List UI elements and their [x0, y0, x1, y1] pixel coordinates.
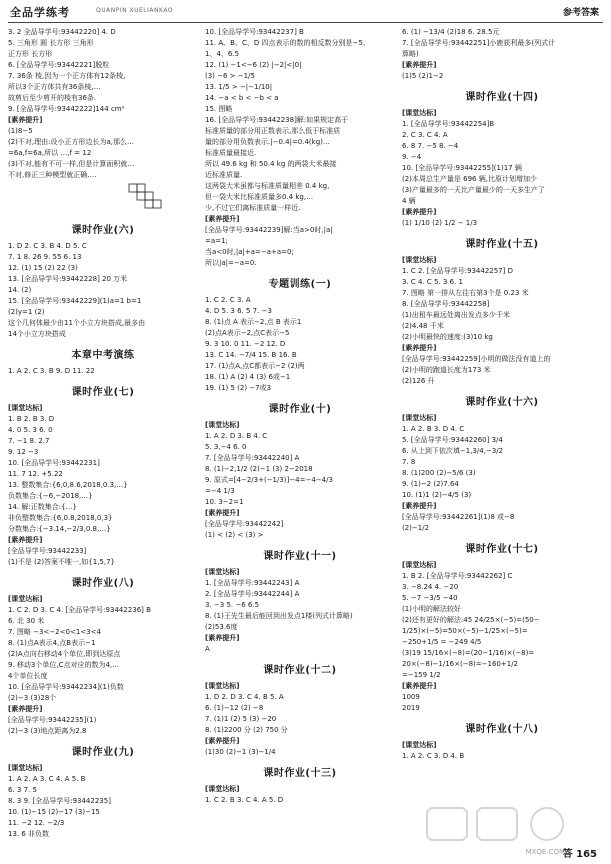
answer-line: [全品导学号:93442233]	[8, 547, 87, 555]
answer-line: 6. 北 30 米	[8, 617, 45, 625]
answer-line: A	[205, 645, 210, 653]
answer-line: 故剪后至少剪开的棱有36条.	[8, 94, 97, 102]
subsection-tag: [课堂达标]	[8, 764, 43, 772]
answer-block	[8, 594, 198, 737]
answer-line: 7. 36条 棱,因为一个正方体有12条棱,	[8, 72, 126, 80]
answer-line: (3)产量最多的一天比产量最少的一天多生产了	[402, 186, 545, 194]
answer-line: 9. [全品导学号:93442222]144 cm²	[8, 105, 125, 113]
answer-line: 1. A 2. D 3. B 4. C	[205, 432, 268, 440]
answer-line: 1. A 2. A 3. C 4. A 5. B	[8, 775, 86, 783]
answer-line: 9. 12 −3	[8, 448, 39, 456]
answer-block	[8, 403, 198, 568]
answer-line: −250+1/5 = −249 4/5	[402, 638, 482, 646]
answer-line: 所以3个正方体共有36条棱,…	[8, 83, 101, 91]
subsection-tag: [素养提升]	[205, 634, 240, 642]
answer-line: (2)−3 (3)地点距离为2.8	[8, 727, 87, 735]
answer-block	[205, 295, 395, 394]
answer-line: 当a<0时,|a|+a=−a+a=0;	[205, 248, 294, 256]
answer-line: 1. A 2. B 3. D 4. C	[402, 425, 465, 433]
answer-line: 14个小立方块搭成	[8, 330, 66, 338]
answer-line: (2)y=1 (2)	[8, 308, 45, 316]
subsection-tag: [素养提升]	[402, 208, 437, 216]
answer-line: 近标准质量.	[205, 171, 243, 179]
answer-block	[8, 366, 198, 377]
answer-line: 不对,修正三种模型就正确.…	[8, 171, 97, 179]
answer-line: [全品导学号:93442239]解:当a>0时,|a|	[205, 226, 333, 234]
answer-line: 6. 从上到下依次填−1,3/4,−3/2	[402, 447, 504, 455]
section-title: 课时作业(八)	[71, 578, 135, 589]
answer-block	[402, 560, 602, 714]
answer-line: 6. [全品导学号:93442221]脱粒	[8, 61, 110, 69]
subsection-tag: [素养提升]	[402, 682, 437, 690]
answer-line: 正方形 长方形	[8, 50, 53, 58]
answer-line: 14. −a < b < −b < a	[205, 94, 279, 102]
answer-line: 9. 原式=[4−2/3+(−1/3)]−4=−4−4/3	[205, 476, 333, 484]
answer-line: 5. [全品导学号:93442260] 3/4	[402, 436, 503, 444]
answer-line: 20×(−8)−1/16×(−8)=−160+1/2	[402, 660, 519, 668]
subsection-tag: [素养提升]	[8, 705, 43, 713]
answer-line: 10. [全品导学号:93442255](1)17 辆	[402, 164, 522, 172]
subsection-tag: [素养提升]	[205, 509, 240, 517]
answer-line: (2)4.48 千米	[402, 322, 444, 330]
section-title: 课时作业(七)	[71, 387, 135, 398]
subsection-tag: [素养提升]	[205, 215, 240, 223]
answer-line: 7. (1)1 (2) 5 (3) −20	[205, 715, 277, 723]
subsection-tag: [课堂达标]	[8, 404, 43, 412]
watermark-logo	[425, 804, 575, 844]
answer-line: (2)−1/2	[402, 524, 430, 532]
answer-line: (2)小明的跑道长度为173 米	[402, 366, 491, 374]
column-left	[8, 27, 198, 840]
answer-line: 8. (1)200 (2)−5/6 (3)	[402, 469, 476, 477]
subsection-tag: [课堂达标]	[8, 595, 43, 603]
answer-line: 13. C 14. −7/4 15. B 16. B	[205, 351, 297, 359]
answer-line: (2)126 升	[402, 377, 435, 385]
answer-line: 13. 整数集合:{6,0,8.6,2018,0.3,…}	[8, 481, 128, 489]
answer-line: 14. (2)	[8, 286, 32, 294]
subsection-tag: [素养提升]	[8, 536, 43, 544]
answer-line: 7. 图略 −3<−2<0<1<3<4	[8, 628, 101, 636]
answer-line: 8. (1)王先生最后能回到出发点1楼(列式计算略)	[205, 612, 353, 620]
answer-block	[402, 108, 602, 229]
answer-line: 1. D 2. C 3. B 4. D 5. C	[8, 242, 87, 250]
answer-line: 负数集合:{−6,−2018,…}	[8, 492, 93, 500]
section-title: 课时作业(十一)	[263, 551, 337, 562]
answer-line: 1. A 2. C 3. B 9. D 11. 22	[8, 367, 95, 375]
answer-block	[402, 27, 602, 82]
subsection-tag: [素养提升]	[205, 737, 240, 745]
answer-line: 2. [全品导学号:93442244] A	[205, 590, 300, 598]
answer-line: 7. 图略 第一排从左往右第3个是 0.23 米	[402, 289, 529, 297]
answer-line: 6. 8 7. −5 8. −4	[402, 142, 459, 150]
answer-line: 7. 1 8. 26 9. 55 6. 13	[8, 253, 82, 261]
answer-line: 7. 8	[402, 458, 416, 466]
answer-line: 12. (1) 15 (2) 22 (3)	[8, 264, 78, 272]
answer-line: 9. −4	[402, 153, 422, 161]
answer-line: 4. 0 5. 3 6. 0	[8, 426, 53, 434]
brand-pinyin: QUANPIN XUELIANKAO	[96, 7, 174, 14]
answer-block	[402, 740, 602, 762]
answer-line: 但一袋大米比标准质量多0.4 kg,…	[205, 193, 314, 201]
subsection-tag: [课堂达标]	[402, 256, 437, 264]
answer-line: 9. 3 10. 0 11. −2 12. D	[205, 340, 286, 348]
answer-line: =−159 1/2	[402, 671, 441, 679]
answer-line: (1)不是 (2)答案不唯一,如{1,5,7}	[8, 558, 115, 566]
answer-line: 10. [全品导学号:93442231]	[8, 459, 100, 467]
answer-line: 10. [全品导学号:93442237] B	[205, 28, 304, 36]
answer-line: 8. (1)点A表示4,点B表示−1	[8, 639, 96, 647]
answer-line: 14. 解:正数集合:{…}	[8, 503, 77, 511]
subsection-tag: [课堂达标]	[205, 785, 240, 793]
subsection-tag: [素养提升]	[402, 61, 437, 69]
answer-line: 3. 2 全品导学号:93442220] 4. D	[8, 28, 116, 36]
answer-block	[205, 784, 395, 806]
answer-line: 17. (1)点A,点C都表示−2 (2)两	[205, 362, 305, 370]
answer-line: (2)点A表示−2,点C表示−5	[205, 329, 290, 337]
answer-line: 7. [全品导学号:93442240] A	[205, 454, 300, 462]
answer-line: 8. (1)−2,1/2 (2)−1 (3) 2−2018	[205, 465, 313, 473]
answer-line: (1)8−5	[8, 127, 33, 135]
subsection-tag: [课堂达标]	[205, 568, 240, 576]
answer-line: 19. (1) 5 (2) −7或3	[205, 384, 272, 392]
subsection-tag: [课堂达标]	[205, 421, 240, 429]
section-title: 课时作业(十四)	[465, 92, 539, 103]
answer-line: (1) < (2) < (3) >	[205, 531, 264, 539]
answer-line: 这两袋大米虽都与标准质量相差 0.4 kg,	[205, 182, 330, 190]
answer-line: (2)本周总生产量是 696 辆,比原计划增加少	[402, 175, 537, 183]
answer-line: 1. [全品导学号:93442243] A	[205, 579, 300, 587]
answer-line: 7. −1 8. 2.7	[8, 437, 50, 445]
answer-line: (1)5 (2)1−2	[402, 72, 444, 80]
answer-block	[402, 255, 602, 387]
answer-block	[205, 681, 395, 758]
subsection-tag: [素养提升]	[402, 344, 437, 352]
answer-block	[8, 241, 198, 340]
watermark-site: MXQE.COM	[525, 848, 565, 856]
cube-figure	[128, 183, 166, 209]
answer-line: 1/25)×(−5)=50×(−5)−1/25×(−5)=	[402, 627, 528, 635]
answer-line: 4. D 5. 3 6. 5 7. −3	[205, 307, 272, 315]
answer-line: 1. [全品导学号:93442254]B	[402, 120, 495, 128]
answer-line: 少,不过它们离标准质量一样近.	[205, 204, 301, 212]
answer-line: [全品导学号:93442242]	[205, 520, 284, 528]
answer-line: 10. (1)−15 (2)−17 (3)−15	[8, 808, 100, 816]
subsection-tag: [课堂达标]	[402, 741, 437, 749]
answer-line: (2)53.6度	[205, 623, 238, 631]
answer-line: 量的部分用负数表示.|−0.4|=0.4(kg)…	[205, 138, 330, 146]
answer-line: 3. −3 5. −6 6.5	[205, 601, 260, 609]
section-title: 课时作业(九)	[71, 747, 135, 758]
answer-line: 1. B 2. B 3. D	[8, 415, 55, 423]
answer-line: 6. 3 7. 5	[8, 786, 37, 794]
answer-line: 4个单位长度	[8, 672, 48, 680]
header-divider	[8, 22, 603, 23]
answer-line: 10. (1)1 (2)−4/5 (3)	[402, 491, 472, 499]
answer-line: 5. 三角形 圆 长方形 三角形	[8, 39, 94, 47]
subsection-tag: [素养提升]	[402, 502, 437, 510]
answer-line: (2)−3 (3)28个	[8, 694, 57, 702]
section-title: 专题训练(一)	[268, 279, 332, 290]
answer-line: 10. 3−2=1	[205, 498, 244, 506]
answer-block	[8, 27, 198, 181]
section-title: 课时作业(十)	[268, 404, 332, 415]
section-title: 课时作业(十八)	[465, 724, 539, 735]
answer-line: 非负整数集合:{6,0.8,2018,0,3}	[8, 514, 113, 522]
page-number: 答 165	[562, 849, 597, 860]
answer-line: 11. A、B、C、D 四点表示的数的相反数分别是−5、	[205, 39, 370, 47]
answer-block	[205, 420, 395, 541]
answer-line: 1. D 2. D 3. C 4. B 5. A	[205, 693, 284, 701]
answer-line: [全品导学号:93442261](1)8 或−8	[402, 513, 515, 521]
answer-block	[205, 27, 395, 269]
answer-line: 18. (1) A (2) 4 (3) 6或−1	[205, 373, 291, 381]
answer-line: (1)30 (2)−1 (3)−1/4	[205, 748, 276, 756]
section-title: 课时作业(十三)	[263, 768, 337, 779]
subsection-tag: [课堂达标]	[402, 561, 437, 569]
answer-line: 5. 3,−4 6. 0	[205, 443, 247, 451]
section-title: 课时作业(十五)	[465, 239, 539, 250]
answer-line: (2)小明最快的速度:(3)10 kg	[402, 333, 493, 341]
subsection-tag: [课堂达标]	[402, 109, 437, 117]
answer-line: (1) 1/10 (2) 1/2 − 1/3	[402, 219, 478, 227]
answer-line: 这个几何体最少由11个小立方块搭成,最多由	[8, 319, 146, 327]
column-middle	[205, 27, 395, 806]
answer-line: 12. (1) −1<−6 (2) |−2|<|0|	[205, 61, 302, 69]
subsection-tag: [素养提升]	[8, 116, 43, 124]
answer-line: =−4 1/3	[205, 487, 235, 495]
answer-line: 6. (1) −13/4 (2)18 6. 28.5元	[402, 28, 500, 36]
answer-line: 所以 49.6 kg 和 50.4 kg 的两袋大米最接	[205, 160, 337, 168]
answer-line: [全品导学号:93442259]小明的做法没有道上的	[402, 355, 551, 363]
answer-line: 9. (1)−2 (2)7.64	[402, 480, 459, 488]
answer-line: 1. A 2. C 3. D 4. B	[402, 752, 465, 760]
answer-line: 8. [全品导学号:93442258]	[402, 300, 490, 308]
answer-line: 标准质量的部分用正数表示,那么低于标准质	[205, 127, 341, 135]
page-header	[0, 0, 611, 24]
answer-line: =6a,f=6a,所以 …,f = 12	[8, 149, 92, 157]
answer-line: 10. [全品导学号:93442234](1)负数	[8, 683, 124, 691]
answer-line: 4 辆	[402, 197, 416, 205]
answer-line: (1)出租车最远处离出发点多少千米	[402, 311, 510, 319]
answer-line: 8. (1)点 A 表示−2,点 B 表示1	[205, 318, 302, 326]
answer-line: 3. C 4. C 5. 3 6. 1	[402, 278, 463, 286]
answer-block	[8, 763, 198, 840]
answer-line: 1. C 2. C 3. A	[205, 296, 251, 304]
answer-line: (3)不对,能有不可一样,但是计算面积就…	[8, 160, 135, 168]
answer-line: (1)小明的解法较好	[402, 605, 461, 613]
answer-line: 1. B 2. [全品导学号:93442262] C	[402, 572, 513, 580]
answer-line: 1. C 2. [全品导学号:93442257] D	[402, 267, 513, 275]
section-title: 课时作业(六)	[71, 225, 135, 236]
answer-line: 8. 3 9. [全品导学号:93442235]	[8, 797, 111, 805]
answer-line: 13. 6 非负数	[8, 830, 50, 838]
section-title: 本章中考演练	[71, 350, 135, 361]
answer-block	[205, 567, 395, 655]
brand-title: 全品学练考	[10, 6, 70, 19]
answer-line: 13. [全品导学号:93442228] 20 万米	[8, 275, 128, 283]
answer-line: (2)不对,理由:设小正方形边长为a,那么…	[8, 138, 135, 146]
answer-line: 7. [全品导学号:93442251]小鹿获利最多(列式计	[402, 39, 556, 47]
answer-line: (2)还有更好的解法:45 24/25×(−5)=(50−	[402, 616, 540, 624]
answer-line: 15. 图略	[205, 105, 233, 113]
answer-line: 2. C 3. C 4. A	[402, 131, 448, 139]
answer-line: 1009	[402, 693, 420, 701]
section-title: 课时作业(十六)	[465, 397, 539, 408]
answer-line: 3. −8.24 4. −20	[402, 583, 459, 591]
answer-line: 分数集合:{−3.14,−2/3,0.8,…}	[8, 525, 111, 533]
answer-line: 11. −2 12. −2/3	[8, 819, 65, 827]
answer-line: 算略)	[402, 50, 419, 58]
subsection-tag: [课堂达标]	[402, 414, 437, 422]
answer-line: 5. −7 −3/5 −40	[402, 594, 458, 602]
answer-line: 13. 1/5 > −|−1/10|	[205, 83, 273, 91]
answer-line: 8. (1)2200 分 (2) 750 分	[205, 726, 288, 734]
reference-label: 参考答案	[562, 8, 599, 18]
answer-line: 2019	[402, 704, 420, 712]
section-title: 课时作业(十二)	[263, 665, 337, 676]
answer-line: 1. C 2. B 3. C 4. A 5. D	[205, 796, 284, 804]
answer-line: (2)A点向右移动4个单位,即到达原点	[8, 650, 121, 658]
answer-line: 1. C 2. D 3. C 4. [全品导学号:93442236] B	[8, 606, 151, 614]
answer-block	[402, 413, 602, 534]
subsection-tag: [课堂达标]	[205, 682, 240, 690]
column-right	[402, 27, 602, 762]
answer-line: (3) −6 > −1/5	[205, 72, 255, 80]
section-title: 课时作业(十七)	[465, 544, 539, 555]
answer-line: 所以|a|=−a=0.	[205, 259, 257, 267]
answer-line: 1、4、6.5	[205, 50, 240, 58]
answer-line: 15. [全品导学号:93442229](1)a=1 b=1	[8, 297, 142, 305]
answer-line: 标准质量最接近.	[205, 149, 257, 157]
answer-line: 11. 7 12. +5.22	[8, 470, 63, 478]
answer-line: =a=1;	[205, 237, 228, 245]
answer-line: 6. (1)−12 (2) −8	[205, 704, 264, 712]
answer-line: [全品导学号:93442235](1)	[8, 716, 97, 724]
answer-line: 9. 移动3个单位,C点对应的数为4,…	[8, 661, 120, 669]
answer-line: (3)19 15/16×(−8)=(20−1/16)×(−8)=	[402, 649, 535, 657]
answer-line: 16. [全品导学号:93442238]解:如果规定高于	[205, 116, 349, 124]
